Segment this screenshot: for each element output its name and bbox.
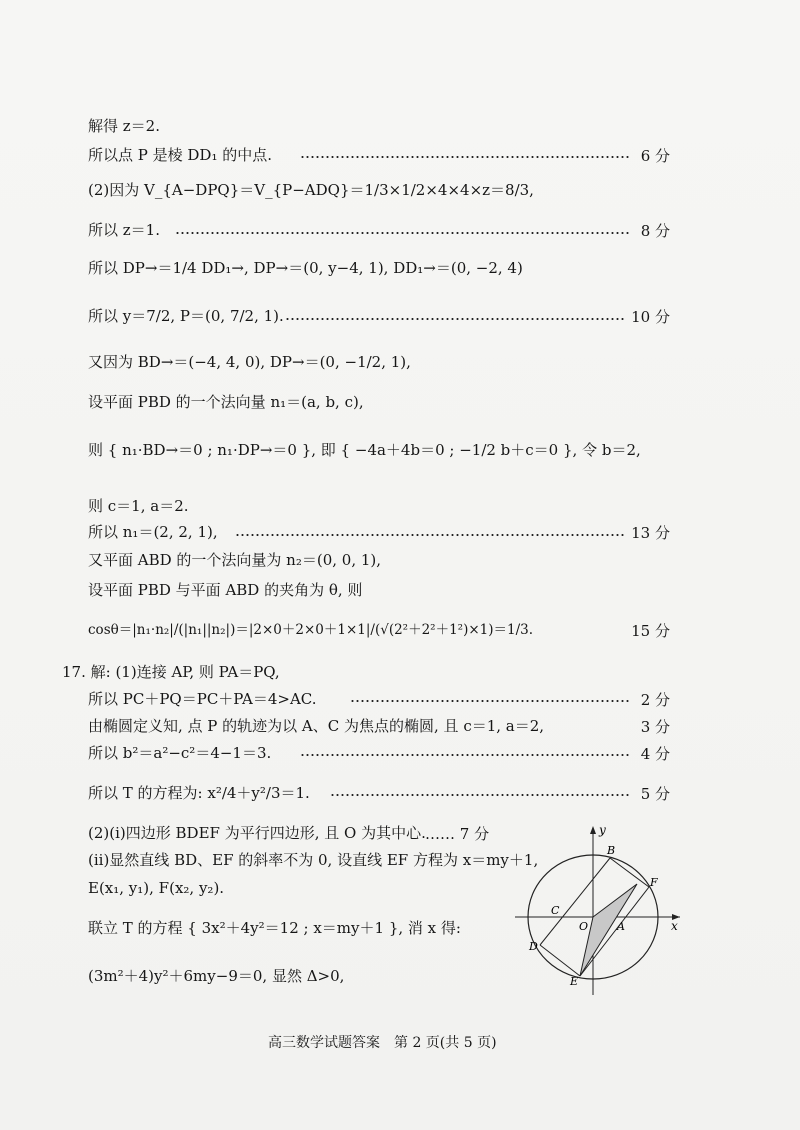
text-line: (3m²＋4)y²＋6my−9＝0, 显然 Δ>0, <box>88 967 345 985</box>
label-e: E <box>570 975 579 988</box>
text-line: E(x₁, y₁), F(x₂, y₂). <box>88 879 225 897</box>
label-b: B <box>607 844 616 857</box>
ellipse-figure <box>505 820 690 1000</box>
score-label: 8 分 <box>640 222 670 240</box>
score-label: 2 分 <box>640 691 670 709</box>
text-line: 所以 n₁＝(2, 2, 1), <box>88 523 218 541</box>
text-line: 又因为 BD→＝(−4, 4, 0), DP→＝(0, −1/2, 1), <box>88 353 411 371</box>
dot-leader <box>330 794 630 796</box>
dot-leader <box>175 232 630 234</box>
dot-leader <box>300 156 630 158</box>
label-c: C <box>551 904 560 917</box>
text-line: 所以 DP→＝1/4 DD₁→, DP→＝(0, y−4, 1), DD₁→＝(0, −2, 4) <box>88 259 523 277</box>
text-line: 17. 解: (1)连接 AP, 则 PA＝PQ, <box>62 663 280 681</box>
line-bf <box>610 858 649 887</box>
label-a: A <box>617 920 625 933</box>
text-line: 所以 y＝7/2, P＝(0, 7/2, 1). <box>88 307 284 325</box>
y-axis-arrow <box>590 826 596 834</box>
text-line: 解得 z＝2. <box>88 117 160 135</box>
text-line: 联立 T 的方程 { 3x²＋4y²＝12 ; x＝my＋1 }, 消 x 得: <box>88 919 461 937</box>
text-line: 又平面 ABD 的一个法向量为 n₂＝(0, 0, 1), <box>88 551 382 569</box>
dot-leader <box>300 754 630 756</box>
score-label: 6 分 <box>640 147 670 165</box>
label-f: F <box>650 876 658 889</box>
text-line: 由椭圆定义知, 点 P 的轨迹为以 A、C 为焦点的椭圆, 且 c＝1, a＝2, <box>88 717 545 735</box>
score-label: 5 分 <box>640 785 670 803</box>
label-d: D <box>529 940 538 953</box>
text-line: 所以 z＝1. <box>88 221 160 239</box>
label-y: y <box>599 823 606 837</box>
score-label: 13 分 <box>631 524 670 542</box>
label-x: x <box>671 919 678 933</box>
text-line: 则 c＝1, a＝2. <box>88 497 189 515</box>
score-label: …… 7 分 <box>425 825 490 843</box>
score-label: 15 分 <box>631 622 670 640</box>
text-line: (2)因为 V_{A−DPQ}＝V_{P−ADQ}＝1/3×1/2×4×4×z＝8/3, <box>88 181 534 199</box>
text-line: (ii)显然直线 BD、EF 的斜率不为 0, 设直线 EF 方程为 x＝my＋1, <box>88 851 539 869</box>
score-label: 10 分 <box>631 308 670 326</box>
score-label: 4 分 <box>640 745 670 763</box>
text-line: 所以点 P 是棱 DD₁ 的中点. <box>88 146 272 164</box>
dot-leader <box>350 700 630 702</box>
dot-leader <box>285 318 625 320</box>
page-footer: 高三数学试题答案 第 2 页(共 5 页) <box>268 1035 497 1051</box>
text-line: 所以 T 的方程为: x²/4＋y²/3＝1. <box>88 784 310 802</box>
text-line: 则 { n₁·BD→＝0 ; n₁·DP→＝0 }, 即 { −4a＋4b＝0 ; −1/2 b＋c＝0 }, 令 b＝2, <box>88 441 641 459</box>
text-line: 设平面 PBD 与平面 ABD 的夹角为 θ, 则 <box>88 581 363 599</box>
text-line: cosθ＝|n₁·n₂|/(|n₁||n₂|)＝|2×0＋2×0＋1×1|/(√(2²＋2²＋1²)×1)＝1/3. <box>88 622 534 638</box>
score-label: 3 分 <box>640 718 670 736</box>
text-line: 所以 PC＋PQ＝PC＋PA＝4>AC. <box>88 690 317 708</box>
dot-leader <box>235 534 625 536</box>
text-line: 所以 b²＝a²−c²＝4−1＝3. <box>88 744 272 762</box>
text-line: (2)(i)四边形 BDEF 为平行四边形, 且 O 为其中心. <box>88 824 426 842</box>
label-o: O <box>579 920 589 933</box>
shaded-triangle <box>580 884 637 976</box>
text-line: 设平面 PBD 的一个法向量 n₁＝(a, b, c), <box>88 393 364 411</box>
